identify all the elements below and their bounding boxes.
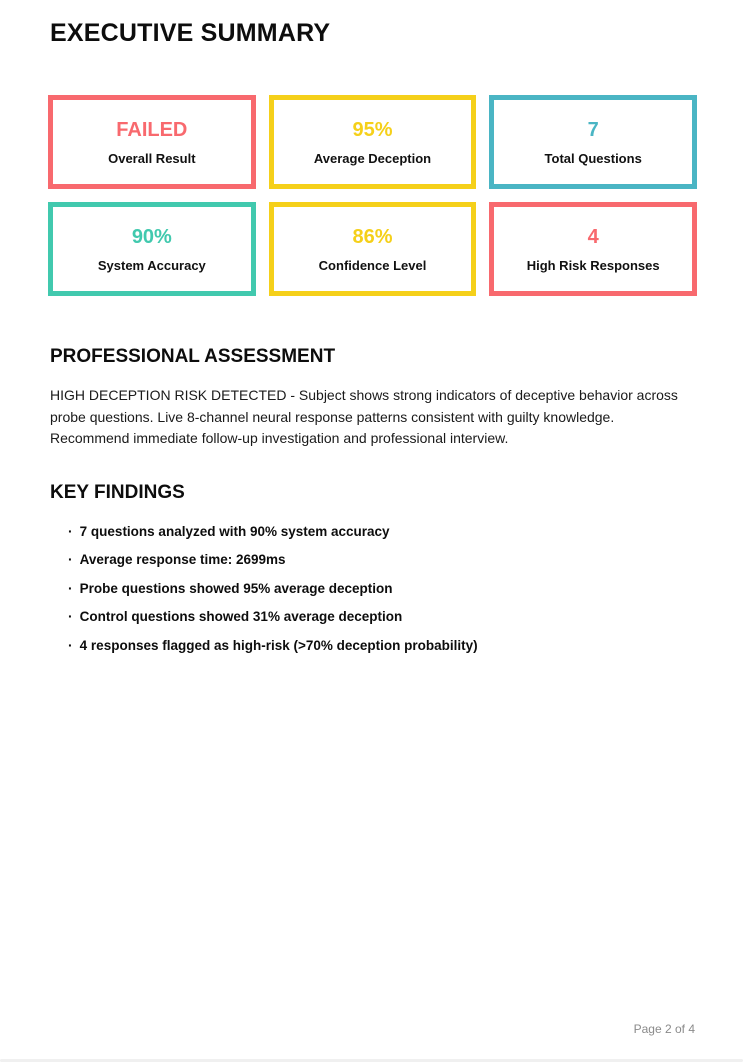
bullet-icon: · (68, 522, 73, 539)
stat-label: Average Deception (313, 150, 432, 166)
stat-card-average-deception (269, 95, 477, 189)
finding-item (68, 551, 697, 568)
finding-item (68, 637, 697, 654)
assessment-body-text: HIGH DECEPTION RISK DETECTED - Subject shows strong indicators of deceptive behavior across probe questions. Live 8-channel neural response patterns consistent with guilty knowledge. Recommend immediate follow-up investigation and professional interview. (50, 387, 678, 446)
finding-item (68, 523, 697, 540)
finding-item (68, 580, 697, 597)
findings-list (68, 523, 697, 654)
stat-label: Overall Result (108, 150, 196, 166)
finding-text: Control questions showed 31% average deception (79, 609, 403, 624)
stat-label: Total Questions (544, 150, 642, 166)
stat-value: 7 (587, 118, 599, 141)
bullet-icon: · (68, 551, 73, 567)
stat-card-overall-result (48, 95, 256, 189)
stat-value: 95% (352, 118, 393, 141)
stat-card-system-accuracy (48, 202, 256, 296)
bullet-icon: · (68, 636, 73, 653)
finding-text: 4 responses flagged as high-risk (>70% deception probability) (79, 637, 478, 653)
finding-text: Average response time: 2699ms (79, 552, 286, 567)
bullet-icon: · (68, 579, 73, 596)
finding-item (68, 608, 697, 625)
stat-card-confidence-level (269, 202, 477, 296)
bullet-icon: · (68, 608, 73, 624)
stat-label: High Risk Responses (526, 257, 660, 273)
stat-card-high-risk-responses (489, 202, 697, 296)
stat-label: System Accuracy (97, 257, 206, 273)
page-number: Page 2 of 4 (633, 1022, 695, 1036)
stat-value: 86% (352, 225, 393, 248)
findings-heading: KEY FINDINGS (50, 481, 185, 503)
stat-card-total-questions (489, 95, 697, 189)
page-title: EXECUTIVE SUMMARY (50, 19, 331, 47)
stat-value: 90% (131, 225, 172, 248)
summary-stats-grid (48, 95, 697, 296)
finding-text: Probe questions showed 95% average deception (79, 580, 393, 596)
stat-value: FAILED (116, 118, 188, 141)
stat-label: Confidence Level (318, 257, 427, 273)
stat-value: 4 (587, 225, 599, 248)
report-page (0, 18, 743, 1062)
finding-text: 7 questions analyzed with 90% system accuracy (79, 523, 390, 539)
assessment-heading: PROFESSIONAL ASSESSMENT (50, 346, 336, 367)
